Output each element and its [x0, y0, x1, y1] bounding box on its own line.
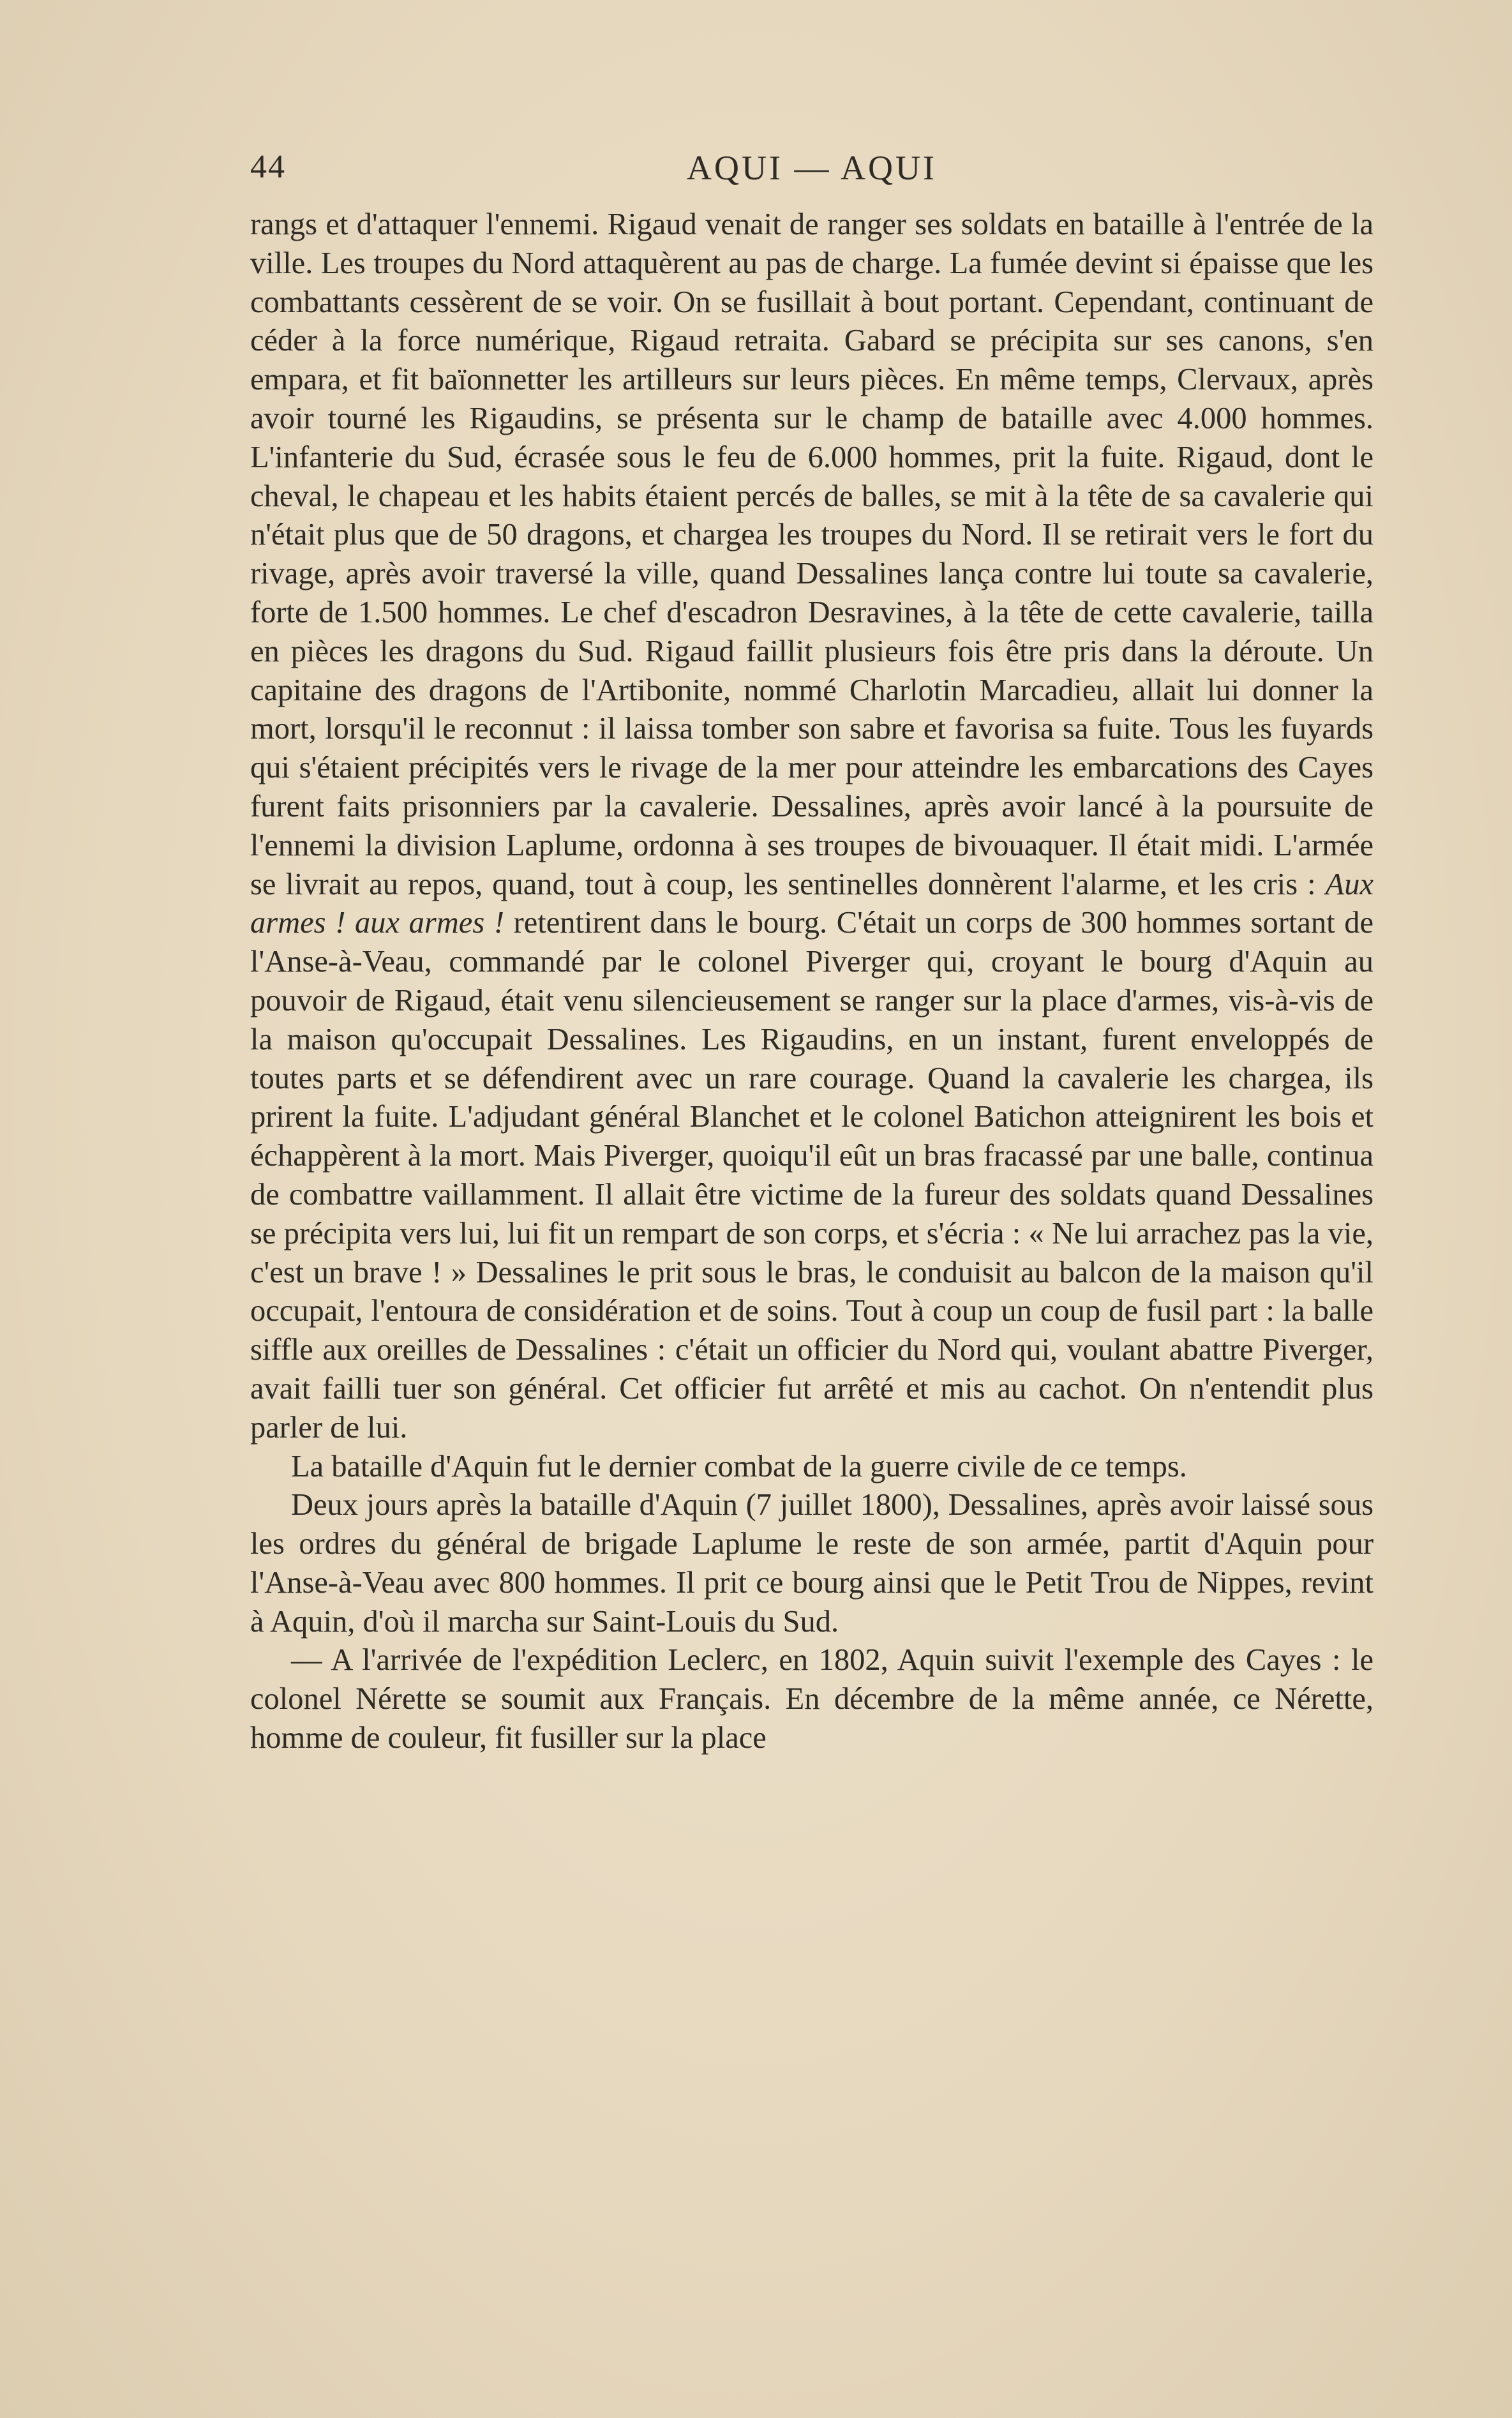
paragraph-text: retentirent dans le bourg. C'était un corps de 300 hommes sortant de l'Anse-à-Veau, commandé par le colonel Piverger qui, croyant le bourg d'Aquin au pouvoir de Rigaud, était venu silencieusement se ranger sur la place d'armes, vis-à-vis de la maison qu'occupait Dessalines. Les Rigaudins, en un instant, furent enveloppés de toutes parts et se défendirent avec un rare courage. Quand la cavalerie les chargea, ils prirent la fuite. L'adjudant général Blanchet et le colonel Batichon atteignirent les bois et échappèrent à la mort. Mais Piverger, quoiqu'il eût un bras fracassé par une balle, continua de combattre vaillamment. Il allait être victime de la fureur des soldats quand Dessalines se précipita vers lui, lui fit un rempart de son corps, et s'écria : « Ne lui arrachez pas la vie, c'est un brave ! » Dessalines le prit sous le bras, le conduisit au balcon de la maison qu'il occupait, l'entoura de considération et de soins. Tout à coup un coup de fusil part : la balle siffle aux oreilles de Dessalines : c'était un officier du Nord qui, voulant abattre Piverger, avait failli tuer son général. Cet officier fut arrêté et mis au cachot. On n'entendit plus parler de lui.	[250, 906, 1374, 1445]
paragraph-last-combat: La bataille d'Aquin fut le dernier combat de la guerre civile de ce temps.	[291, 1449, 1187, 1483]
italic-cry: Aux armes ! aux armes !	[250, 867, 1374, 940]
page-number: 44	[250, 149, 286, 185]
paragraph-battle-continued	[250, 206, 1374, 1448]
page-header	[250, 148, 1374, 193]
running-head: AQUI — AQUI	[687, 149, 937, 187]
paragraph-two-days-after: Deux jours après la bataille d'Aquin (7 juillet 1800), Dessalines, après avoir laissé sous les ordres du général de brigade Laplume le reste de son armée, partit d'Aquin pour l'Anse-à-Veau avec 800 hommes. Il prit ce bourg ainsi que le Petit Trou de Nippes, revint à Aquin, d'où il marcha sur Saint-Louis du Sud.	[250, 1488, 1374, 1639]
paragraph-leclerc-expedition: — A l'arrivée de l'expédition Leclerc, en 1802, Aquin suivit l'exemple des Cayes : le colonel Nérette se soumit aux Français. En décembre de la même année, ce Nérette, homme de couleur, fit fusiller sur la place	[250, 1643, 1374, 1755]
paragraph-text: rangs et d'attaquer l'ennemi. Rigaud venait de ranger ses soldats en bataille à l'entrée de la ville. Les troupes du Nord attaquèrent au pas de charge. La fumée devint si épaisse que les combattants cessèrent de se voir. On se fusillait à bout portant. Cependant, continuant de céder à la force numérique, Rigaud retraita. Gabard se précipita sur ses canons, s'en empara, et fit baïonnetter les artilleurs sur leurs pièces. En même temps, Clervaux, après avoir tourné les Rigaudins, se présenta sur le champ de bataille avec 4.000 hommes. L'infanterie du Sud, écrasée sous le feu de 6.000 hommes, prit la fuite. Rigaud, dont le cheval, le chapeau et les habits étaient percés de balles, se mit à la tête de sa cavalerie qui n'était plus que de 50 dragons, et chargea les troupes du Nord. Il se retirait vers le fort du rivage, après avoir traversé la ville, quand Dessalines lança contre lui toute sa cavalerie, forte de 1.500 hommes. Le chef d'escadron Desravines, à la tête de cette cavalerie, tailla en pièces les dragons du Sud. Rigaud faillit plusieurs fois être pris dans la déroute. Un capitaine des dragons de l'Artibonite, nommé Charlotin Marcadieu, allait lui donner la mort, lorsqu'il le reconnut : il laissa tomber son sabre et favorisa sa fuite. Tous les fuyards qui s'étaient précipités vers le rivage de la mer pour atteindre les embarcations des Cayes furent faits prisonniers par la cavalerie. Dessalines, après avoir lancé à la poursuite de l'ennemi la division Laplume, ordonna à ses troupes de bivouaquer. Il était midi. L'armée se livrait au repos, quand, tout à coup, les sentinelles donnèrent l'alarme, et les cris :	[250, 207, 1374, 901]
body-text	[250, 206, 1374, 1758]
